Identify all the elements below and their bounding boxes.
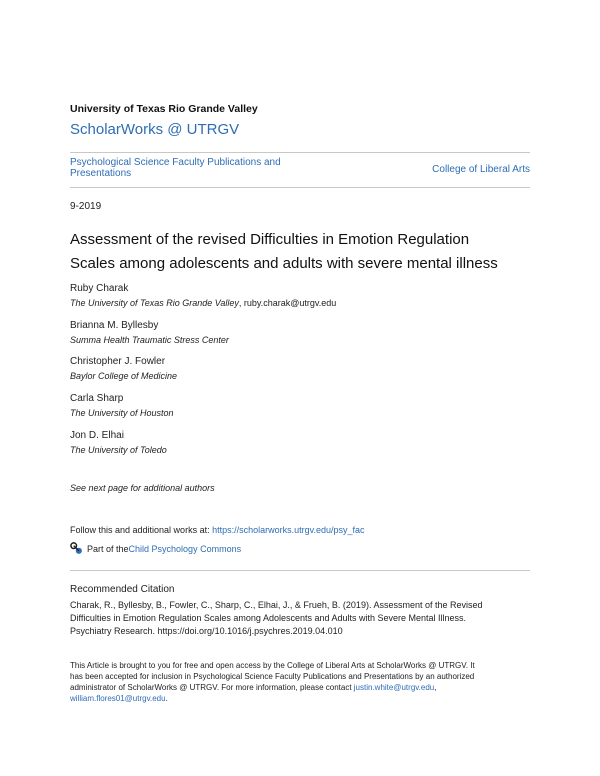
follow-link[interactable]: https://scholarworks.utrgv.edu/psy_fac [212, 525, 365, 535]
footer-line-3: administrator of ScholarWorks @ UTRGV. For more information, please contact [70, 683, 354, 692]
author-affiliation: The University of Houston [70, 408, 174, 418]
citation-text [70, 599, 532, 638]
author-affiliation: Summa Health Traumatic Stress Center [70, 335, 229, 345]
author-name: Brianna M. Byllesby [70, 320, 159, 331]
contact-email-link-2[interactable]: william.flores01@utrgv.edu [70, 694, 166, 703]
title-line-2: Scales among adolescents and adults with severe mental illness [70, 255, 498, 272]
footer-line-1: This Article is brought to you for free and open access by the College of Liberal Arts at ScholarWorks @ UTRGV. It [70, 661, 475, 670]
additional-authors-note: See next page for additional authors [70, 483, 215, 493]
author-affiliation: Baylor College of Medicine [70, 371, 178, 381]
follow-line [70, 525, 364, 535]
follow-prefix: Follow this and additional works at: [70, 525, 213, 535]
author-block [70, 393, 174, 419]
author-name: Ruby Charak [70, 283, 129, 294]
citation-line-2: Difficulties in Emotion Regulation Scales among Adolescents and Adults with Severe Mental Illness. [70, 613, 467, 623]
collection-link[interactable] [70, 157, 320, 179]
commons-link[interactable]: Child Psychology Commons [128, 543, 242, 554]
footer-end: . [165, 694, 168, 703]
commons-network-icon [70, 542, 83, 555]
author-affiliation: The University of Texas Rio Grande Valley [70, 298, 239, 308]
author-email: , ruby.charak@utrgv.edu [238, 298, 337, 308]
citation-heading: Recommended Citation [70, 584, 175, 595]
title-line-1: Assessment of the revised Difficulties in Emotion Regulation [70, 231, 470, 248]
author-block [70, 283, 336, 309]
collection-line-2: Presentations [70, 168, 132, 179]
footer-line-2: has been accepted for inclusion in Psychological Science Faculty Publications and Presentations by an authorized [70, 672, 475, 681]
author-block [70, 320, 229, 346]
part-of-prefix: Part of the [87, 543, 129, 554]
divider-top [70, 152, 530, 153]
contact-email-link[interactable]: justin.white@utrgv.edu [353, 683, 435, 692]
footer-separator: , [434, 683, 437, 692]
citation-line-3: Psychiatry Research. https://doi.org/10.1016/j.psychres.2019.04.010 [70, 626, 343, 636]
publication-date: 9-2019 [70, 201, 102, 212]
author-name: Jon D. Elhai [70, 430, 124, 441]
college-link[interactable]: College of Liberal Arts [432, 164, 530, 175]
access-statement [70, 660, 532, 704]
author-name: Christopher J. Fowler [70, 356, 166, 367]
author-block [70, 356, 177, 382]
collection-line-1: Psychological Science Faculty Publications and [70, 157, 281, 168]
author-block [70, 430, 167, 456]
article-title [70, 228, 530, 276]
citation-line-1: Charak, R., Byllesby, B., Fowler, C., Sharp, C., Elhai, J., & Frueh, B. (2019). Assessment of the Revised [70, 600, 483, 610]
repository-link[interactable]: ScholarWorks @ UTRGV [70, 121, 240, 138]
divider-citation [70, 570, 530, 571]
divider-collection [70, 187, 530, 188]
author-affiliation: The University of Toledo [70, 445, 167, 455]
institution-name: University of Texas Rio Grande Valley [70, 103, 258, 115]
author-name: Carla Sharp [70, 393, 124, 404]
part-of-line [70, 542, 241, 555]
